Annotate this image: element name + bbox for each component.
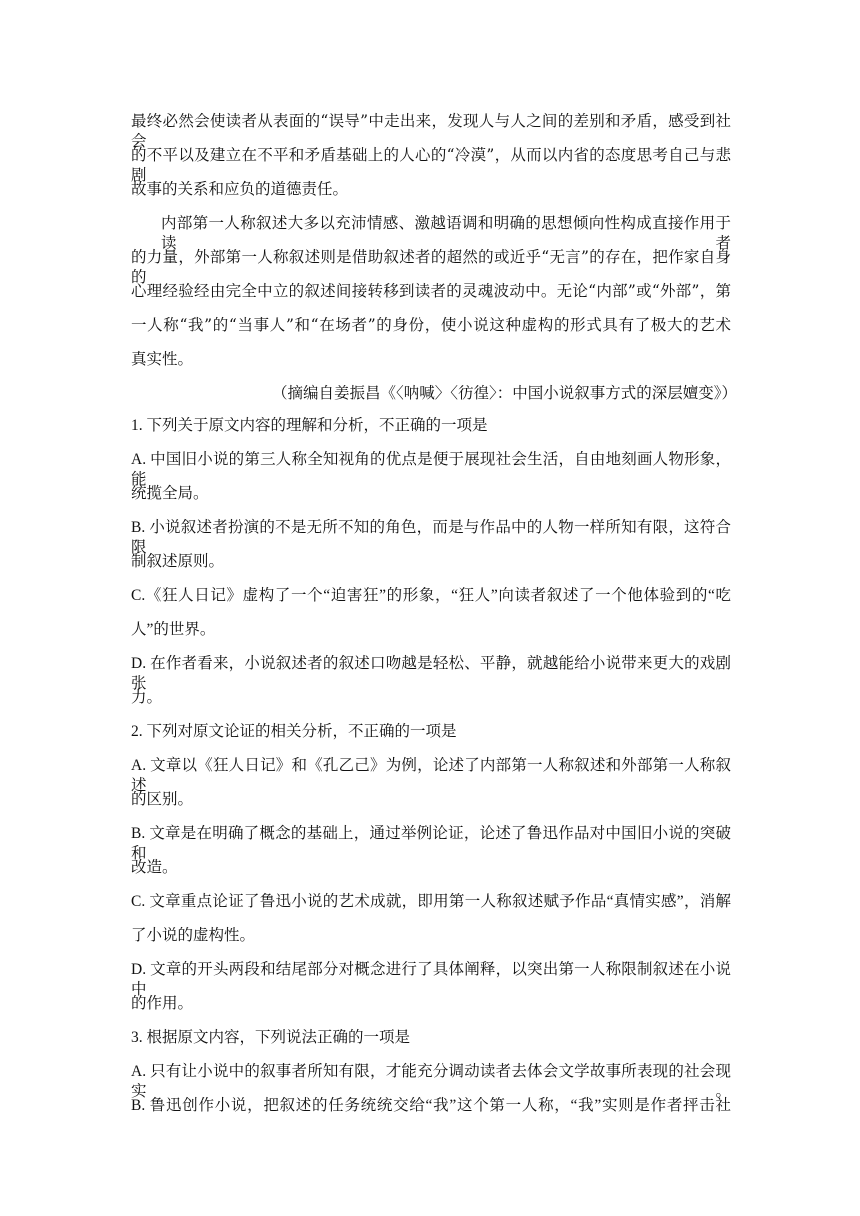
option-line: B. 小说叙述者扮演的不是无所不知的角色，而是与作品中的人物一样所知有限，这符合限 (131, 519, 731, 556)
question-stem: 1. 下列关于原文内容的理解和分析，不正确的一项是 (131, 417, 488, 434)
option-line: B. 鲁迅创作小说，把叙述的任务统统交给“我”这个第一人称，“我”实则是作者抨击社 (131, 1097, 731, 1114)
option-line: C. 文章重点论证了鲁迅小说的艺术成就，即用第一人称叙述赋予作品“真情实感”，消解 (131, 893, 731, 910)
option-line: 的作用。 (131, 995, 194, 1012)
option-line: D. 在作者看来，小说叙述者的叙述口吻越是轻松、平静，就越能给小说带来更大的戏剧张 (131, 655, 731, 692)
option-line: 统揽全局。 (131, 485, 209, 502)
question-stem: 3. 根据原文内容，下列说法正确的一项是 (131, 1029, 411, 1046)
passage-line: 的不平以及建立在不平和矛盾基础上的人心的“冷漠”，从而以内省的态度思考自己与悲剧 (131, 146, 731, 184)
passage-line: 最终必然会使读者从表面的“误导”中走出来，发现人与人之间的差别和矛盾，感受到社会 (131, 112, 731, 150)
option-line: B. 文章是在明确了概念的基础上，通过举例论证，论述了鲁迅作品对中国旧小说的突破和 (131, 825, 731, 862)
passage-line: 真实性。 (131, 350, 194, 368)
source-citation: （摘编自姜振昌《〈呐喊〉〈彷徨〉：中国小说叙事方式的深层嬗变》） (271, 384, 737, 402)
passage-line: 心理经验经由完全中立的叙述间接转移到读者的灵魂波动中。无论“内部”或“外部”，第 (131, 282, 731, 300)
option-line: D. 文章的开头两段和结尾部分对概念进行了具体阐释，以突出第一人称限制叙述在小说中 (131, 961, 731, 998)
passage-line: 故事的关系和应负的道德责任。 (131, 180, 349, 198)
option-line: 人”的世界。 (131, 621, 216, 638)
option-line: 改造。 (131, 859, 178, 876)
option-line: A. 中国旧小说的第三人称全知视角的优点是便于展现社会生活，自由地刻画人物形象，能 (131, 451, 731, 488)
option-line: A. 只有让小说中的叙事者所知有限，才能充分调动读者去体会文学故事所表现的社会现实。 (131, 1063, 731, 1100)
question-stem: 2. 下列对原文论证的相关分析，不正确的一项是 (131, 723, 457, 740)
option-line: C.《狂人日记》虚构了一个“迫害狂”的形象，“狂人”向读者叙述了一个他体验到的“吃 (131, 587, 731, 604)
option-line: 的区别。 (131, 791, 194, 808)
passage-line: 的力量，外部第一人称叙述则是借助叙述者的超然的或近乎“无言”的存在，把作家自身的 (131, 248, 731, 286)
option-line: A. 文章以《狂人日记》和《孔乙己》为例，论述了内部第一人称叙述和外部第一人称叙述 (131, 757, 731, 794)
option-line: 了小说的虚构性。 (131, 927, 256, 944)
option-line: 力。 (131, 689, 163, 706)
passage-line: 内部第一人称叙述大多以充沛情感、激越语调和明确的思想倾向性构成直接作用于读者 (161, 214, 731, 252)
passage-line: 一人称“我”的“当事人”和“在场者”的身份，使小说这种虚构的形式具有了极大的艺术 (131, 316, 731, 334)
option-line: 制叙述原则。 (131, 553, 225, 570)
